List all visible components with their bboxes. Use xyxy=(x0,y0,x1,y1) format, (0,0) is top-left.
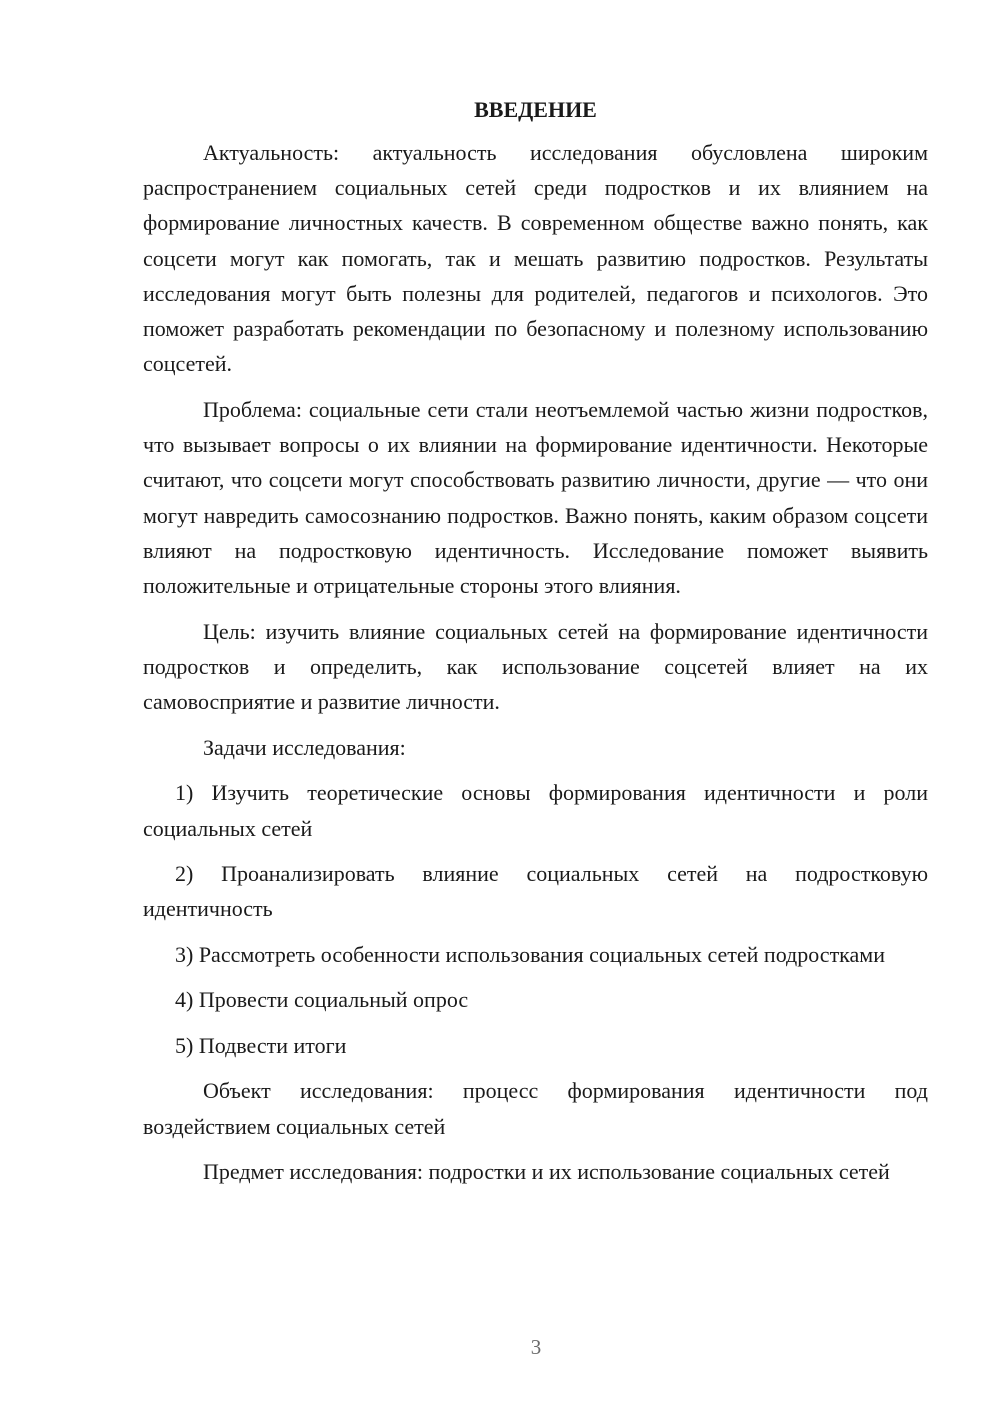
tasks-heading: Задачи исследования: xyxy=(203,734,406,760)
task-item-4: 4) Провести социальный опрос xyxy=(175,987,469,1013)
page-number: 3 xyxy=(530,1335,542,1359)
page-title: ВВЕДЕНИЕ xyxy=(474,97,597,122)
paragraph-subject: Предмет исследования: подростки и их использование социальных сетей xyxy=(203,1159,890,1185)
task-item-3: 3) Рассмотреть особенности использования социальных сетей подростками xyxy=(175,941,885,967)
paragraph-problem: Проблема: социальные сети стали неотъемлемой частью жизни подростков, что вызывает вопросы о их влиянии на формирование идентичности. Некоторые считают, что соцсети могут способствовать развитию личности, другие — что они могут навредить самосознанию подростков. Важно понять, каким образом соцсети влияют на подростковую идентичность. Исследование поможет выявить положительные и отрицательные стороны этого влияния. xyxy=(143,396,928,598)
page-content xyxy=(143,95,928,1200)
paragraph-goal: Цель: изучить влияние социальных сетей на формирование идентичности подростков и определить, как использование соцсетей влияет на их самовосприятие и развитие личности. xyxy=(143,618,928,715)
task-item-2: 2) Проанализировать влияние социальных сетей на подростковую идентичность xyxy=(143,861,928,922)
paragraph-relevance: Актуальность: актуальность исследования обусловлена широким распространением социальных сетей среди подростков и их влиянием на формирование личностных качеств. В современном обществе важно понять, как соцсети могут как помогать, так и мешать развитию подростков. Результаты исследования могут быть полезны для родителей, педагогов и психологов. Это поможет разработать рекомендации по безопасному и полезному использованию соцсетей. xyxy=(143,140,928,377)
task-item-1: 1) Изучить теоретические основы формирования идентичности и роли социальных сетей xyxy=(143,780,928,841)
paragraph-object: Объект исследования: процесс формирования идентичности под воздействием социальных сетей xyxy=(143,1078,928,1139)
task-item-5: 5) Подвести итоги xyxy=(175,1032,347,1058)
